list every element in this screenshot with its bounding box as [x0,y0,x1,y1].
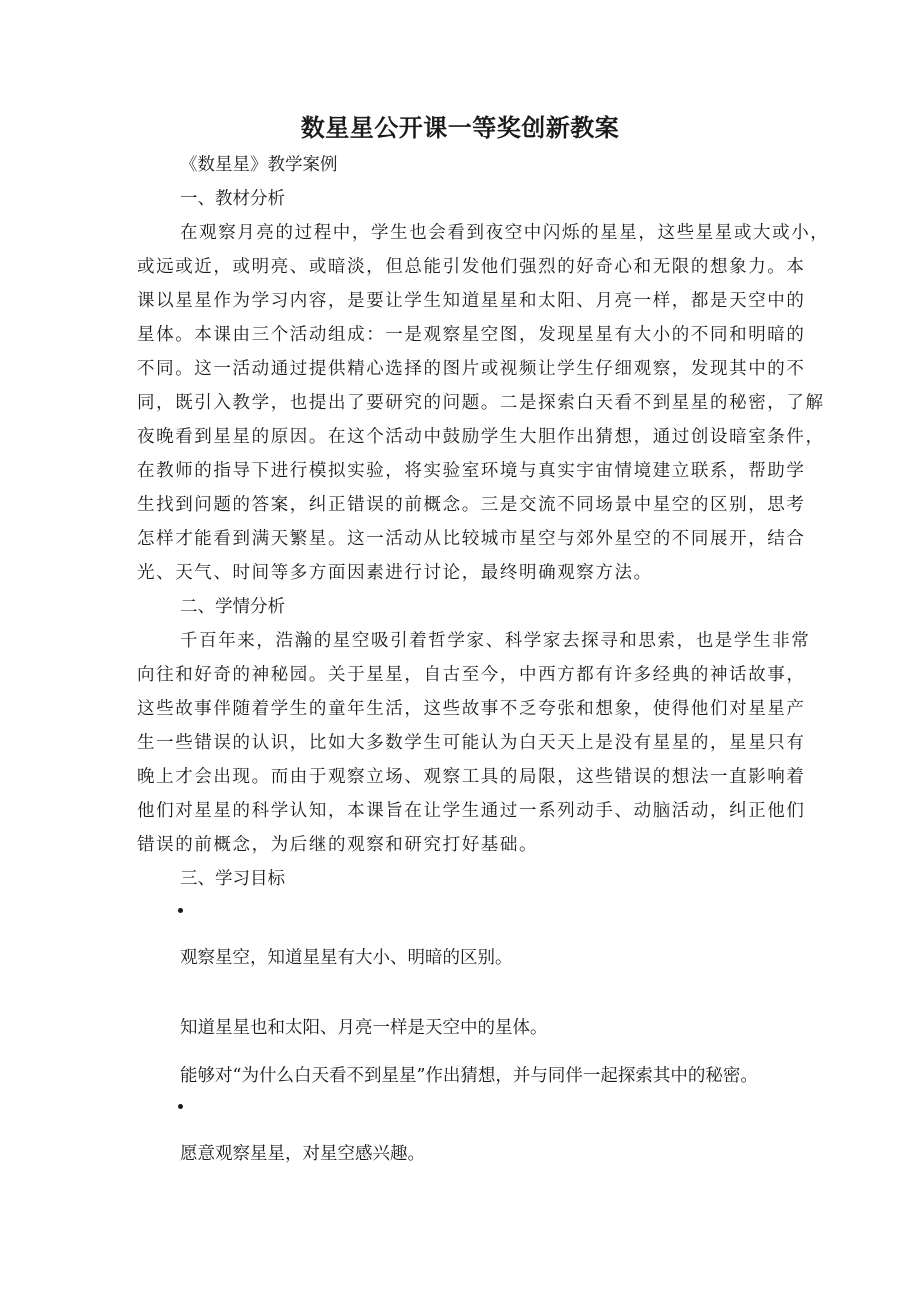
paragraph-line: 这些故事伴随着学生的童年生活，这些故事不乏夸张和想象，使得他们对星星产 [137,699,806,719]
paragraph-line: 光、天气、时间等多方面因素进行讨论，最终明确观察方法。 [137,563,653,583]
goal-item: 知道星星也和太阳、月亮一样是天空中的星体。 [180,1018,548,1038]
paragraph-line: 或远或近，或明亮、或暗淡，但总能引发他们强烈的好奇心和无限的想象力。本 [137,257,806,277]
paragraph-line: 晚上才会出现。而由于观察立场、观察工具的局限，这些错误的想法一直影响着 [137,767,806,787]
paragraph-line: 在教师的指导下进行模拟实验，将实验室环境与真实宇宙情境建立联系，帮助学 [137,461,806,481]
section-heading: 二、学情分析 [180,597,285,617]
paragraph-line: 生找到问题的答案，纠正错误的前概念。三是交流不同场景中星空的区别，思考 [137,495,806,515]
goal-item: 能够对“为什么白天看不到星星”作出猜想，并与同伴一起探索其中的秘密。 [180,1066,758,1086]
section-heading: 一、教材分析 [180,189,285,209]
document-subtitle: 《数星星》教学案例 [180,155,338,175]
paragraph-line: 生一些错误的认识，比如大多数学生可能认为白天天上是没有星星的，星星只有 [137,733,806,753]
paragraph-line: 在观察月亮的过程中，学生也会看到夜空中闪烁的星星，这些星星或大或小， [180,223,830,243]
document-title: 数星星公开课一等奖创新教案 [300,114,620,142]
paragraph-line: 错误的前概念，为后继的观察和研究打好基础。 [137,835,539,855]
goal-item: 愿意观察星星，对星空感兴趣。 [180,1144,425,1164]
bullet-dot [178,1104,183,1109]
paragraph-line: 课以星星作为学习内容，是要让学生知道星星和太阳、月亮一样，都是天空中的 [137,291,806,311]
section-heading: 三、学习目标 [180,869,285,889]
paragraph-line: 同，既引入教学，也提出了要研究的问题。二是探索白天看不到星星的秘密，了解 [137,393,825,413]
paragraph-line: 怎样才能看到满天繁星。这一活动从比较城市星空与郊外星空的不同展开，结合 [137,529,806,549]
bullet-dot [178,908,183,913]
paragraph-line: 夜晚看到星星的原因。在这个活动中鼓励学生大胆作出猜想，通过创设暗室条件， [137,427,825,447]
paragraph-line: 千百年来，浩瀚的星空吸引着哲学家、科学家去探寻和思索，也是学生非常 [180,631,811,651]
paragraph-line: 不同。这一活动通过提供精心选择的图片或视频让学生仔细观察，发现其中的不 [137,359,806,379]
paragraph-line: 星体。本课由三个活动组成：一是观察星空图，发现星星有大小的不同和明暗的 [137,325,806,345]
paragraph-line: 他们对星星的科学认知，本课旨在让学生通过一系列动手、动脑活动，纠正他们 [137,801,806,821]
paragraph-line: 向往和好奇的神秘园。关于星星，自古至今，中西方都有许多经典的神话故事， [137,665,806,685]
goal-item: 观察星空，知道星星有大小、明暗的区别。 [180,948,513,968]
